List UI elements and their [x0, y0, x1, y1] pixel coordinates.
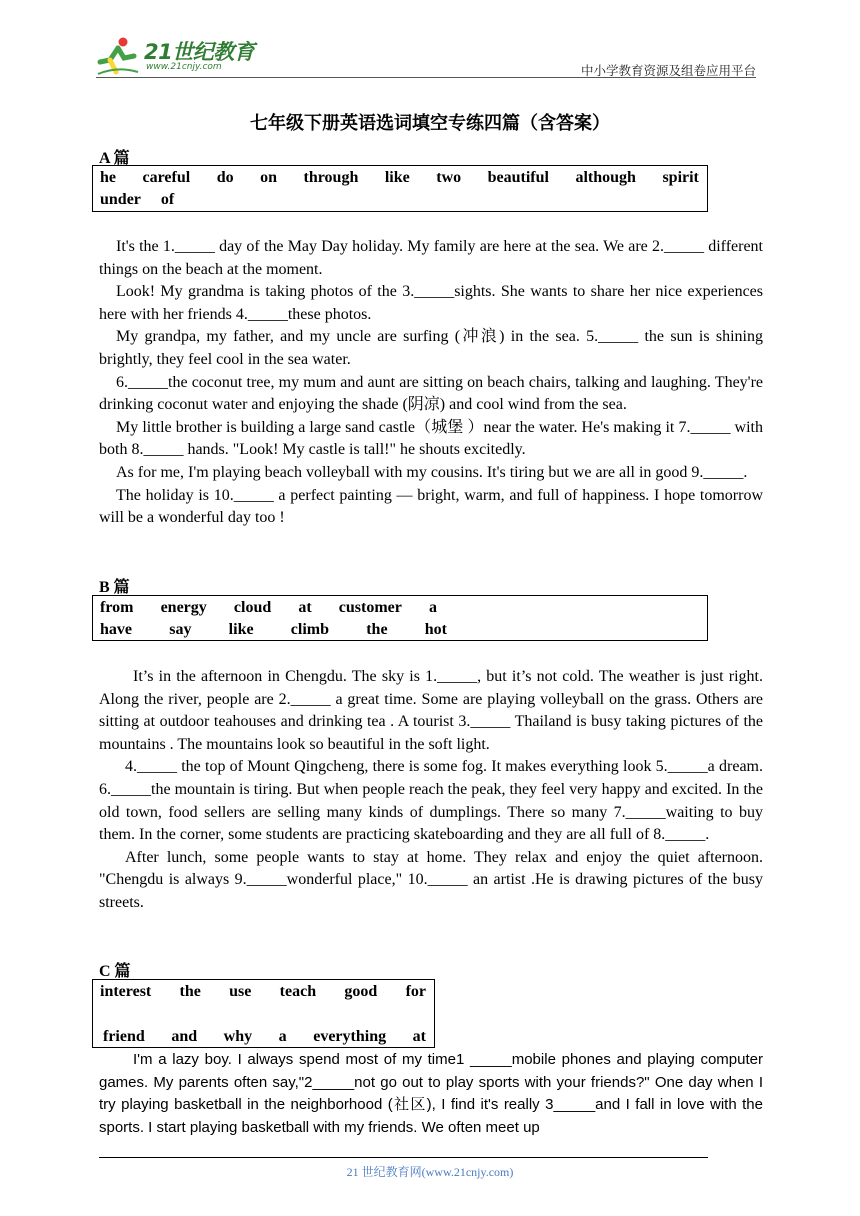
logo-url-text: www.21cnjy.com — [146, 62, 222, 72]
word-option: say — [169, 621, 192, 638]
passage-paragraph: My little brother is building a large sand castle（城堡 ）near the water. He's making it 7._____ with both 8._____ hands. "Look! My castle is tall!" he shouts excitedly. — [99, 418, 763, 459]
word-row — [100, 621, 447, 639]
section-c-passage — [99, 1049, 763, 1139]
word-option: through — [303, 169, 359, 186]
word-option: cloud — [233, 599, 272, 616]
word-option: climb — [290, 621, 329, 638]
section-b-passage — [99, 666, 763, 915]
runner-logo-icon — [96, 36, 140, 76]
word-option: at — [298, 599, 312, 616]
word-option: although — [575, 169, 636, 186]
word-option: he — [100, 169, 116, 186]
logo-brand-text: 21世纪教育 — [144, 40, 255, 64]
word-option: of — [160, 191, 175, 208]
word-row — [100, 983, 426, 1001]
passage-paragraph: The holiday is 10._____ a perfect painting — bright, warm, and full of happiness. I hope tomorrow will be a wonderful day too ! — [99, 486, 763, 527]
page-title: 七年级下册英语选词填空专练四篇（含答案） — [250, 113, 610, 134]
word-option: teach — [279, 983, 317, 1000]
passage-paragraph: Look! My grandma is taking photos of the 3._____sights. She wants to share her nice experiences here with her friends 4._____these photos. — [99, 283, 763, 323]
word-option: energy — [160, 599, 207, 616]
word-option: two — [436, 169, 462, 186]
word-option: use — [229, 983, 252, 1000]
passage-paragraph: 6._____the coconut tree, my mum and aunt are sitting on beach chairs, talking and laughing. They're drinking coconut water and enjoying the shade (阴凉) and cool wind from the sea. — [99, 373, 763, 414]
passage-paragraph: I'm a lazy boy. I always spend most of my time1 _____mobile phones and playing computer games. My parents often say,"2_____not go out to play sports with your friends?" One day when I try playing basketball in the neighborhood (社区), I find it's really 3_____and I fall in love with the sports. I start playing basketball with my friends. We often meet up — [99, 1051, 763, 1136]
section-b-label: B 篇 — [99, 579, 130, 596]
word-option: do — [216, 169, 234, 186]
section-a-passage — [99, 236, 763, 530]
word-row — [100, 599, 437, 617]
word-option: like — [228, 621, 254, 638]
word-option: under — [100, 191, 141, 208]
word-row — [100, 169, 699, 187]
section-a-label: A 篇 — [99, 150, 130, 167]
word-option: from — [100, 599, 134, 616]
passage-paragraph: After lunch, some people wants to stay at home. They relax and enjoy the quiet afternoon. "Chengdu is always 9._____wonderful place," 10._____ an artist .He is drawing pictures of the busy streets. — [99, 848, 763, 911]
word-option: careful — [142, 169, 191, 186]
passage-paragraph: It's the 1._____ day of the May Day holiday. My family are here at the sea. We are 2._____ different things on the beach at the moment. — [99, 238, 763, 278]
word-option: on — [260, 169, 277, 186]
word-option: at — [412, 1028, 426, 1045]
passage-paragraph: It’s in the afternoon in Chengdu. The sky is 1._____, but it’s not cold. The weather is just right. Along the river, people are 2._____ a great time. Some are playing volleyball on the grass. Others are sitting at outdoor teahouses and drinking tea . A tourist 3._____ Thailand is busy taking pictures of the mountains . The mountains look so beautiful in the soft light. — [99, 668, 763, 753]
word-option: beautiful — [487, 169, 549, 186]
word-option: why — [223, 1028, 253, 1045]
word-option: a — [428, 599, 437, 616]
passage-paragraph: My grandpa, my father, and my uncle are surfing (冲浪) in the sea. 5._____ the sun is shining brightly, they feel cool in the sea water. — [99, 328, 763, 368]
word-option: hot — [424, 621, 447, 638]
word-option: the — [179, 983, 201, 1000]
word-option: a — [278, 1028, 287, 1045]
passage-paragraph: 4._____ the top of Mount Qingcheng, there is some fog. It makes everything look 5._____a dream. 6._____the mountain is tiring. But when people reach the peak, they feel very happy and excited. In the old town, food sellers are selling many kinds of dumplings. There so many 7._____waiting to buy them. In the corner, some students are practicing skateboarding and they are all full of 8._____. — [99, 758, 763, 844]
word-option: interest — [100, 983, 152, 1000]
footer-divider — [99, 1157, 708, 1158]
section-a-word-box — [92, 165, 708, 212]
word-row — [103, 1028, 426, 1046]
word-option: for — [405, 983, 426, 1000]
word-option: and — [171, 1028, 198, 1045]
passage-paragraph: As for me, I'm playing beach volleyball with my cousins. It's tiring but we are all in good 9._____. — [116, 463, 748, 481]
word-option: have — [100, 621, 132, 638]
word-option: friend — [103, 1028, 145, 1045]
header-divider — [96, 77, 756, 78]
section-c-label: C 篇 — [99, 963, 131, 980]
word-row — [100, 191, 699, 209]
header-platform-text: 中小学教育资源及组卷应用平台 — [580, 63, 756, 78]
footer-text: 21 世纪教育网(www.21cnjy.com) — [346, 1165, 514, 1179]
section-c-word-box — [92, 979, 435, 1048]
word-option: like — [384, 169, 410, 186]
word-option: spirit — [662, 169, 699, 186]
site-logo — [96, 34, 266, 78]
word-option: the — [366, 621, 388, 638]
word-option: customer — [338, 599, 402, 616]
section-b-word-box — [92, 595, 708, 641]
word-option: good — [344, 983, 378, 1000]
word-option: everything — [313, 1028, 387, 1045]
